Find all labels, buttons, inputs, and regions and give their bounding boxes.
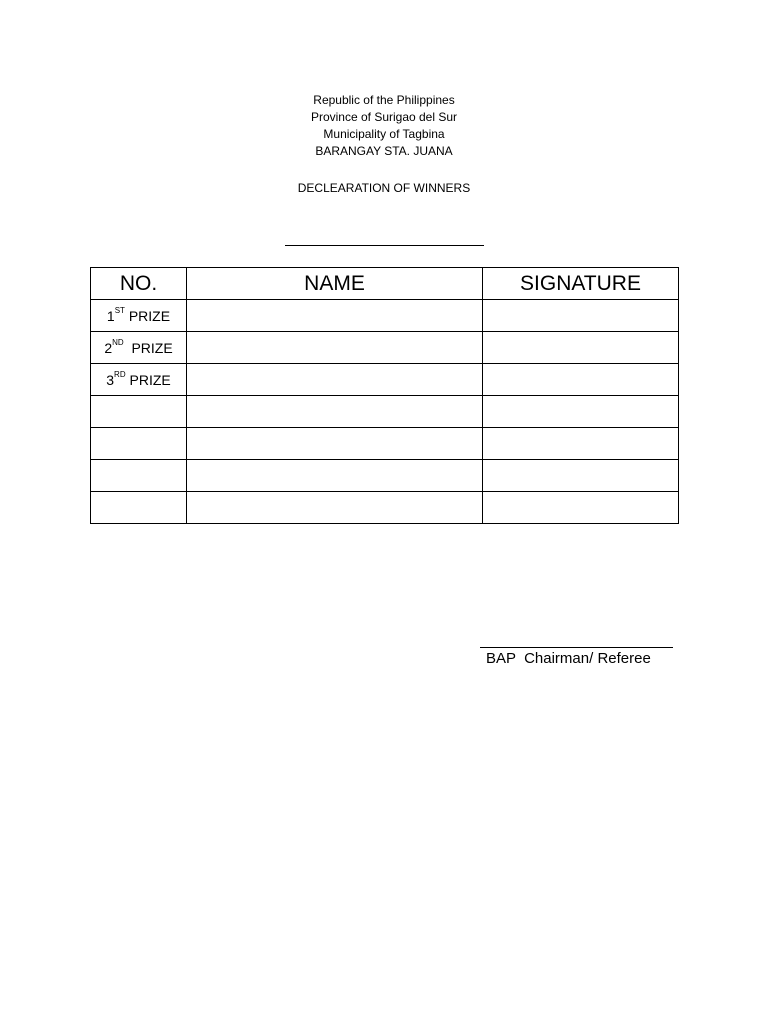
prize-label: PRIZE [124,307,171,324]
signature-cell[interactable] [483,460,679,492]
table-row [91,396,679,428]
signature-line [480,647,673,648]
table-header-row [91,268,679,300]
document-title: DECLEARATION OF WINNERS [297,181,471,195]
prize-label: PRIZE [125,371,171,388]
name-cell[interactable] [187,396,483,428]
document-header [0,92,768,160]
header-country: Republic of the Philippines [313,93,455,107]
column-header-no: NO. [91,268,187,300]
prize-cell [91,332,187,364]
signature-cell[interactable] [483,364,679,396]
prize-ordinal-suffix: ST [114,305,125,315]
table-row [91,300,679,332]
signature-cell[interactable] [483,492,679,524]
header-barangay: BARANGAY STA. JUANA [315,144,453,158]
prize-cell[interactable] [91,492,187,524]
column-header-name: NAME [187,268,483,300]
signature-cell[interactable] [483,332,679,364]
header-municipality: Municipality of Tagbina [323,127,445,141]
name-cell[interactable] [187,300,483,332]
prize-cell[interactable] [91,396,187,428]
name-cell[interactable] [187,332,483,364]
table-row [91,364,679,396]
column-header-signature: SIGNATURE [483,268,679,300]
winners-table [90,267,679,524]
prize-ordinal-suffix: RD [114,369,126,379]
signature-cell[interactable] [483,428,679,460]
prize-number: 2 [104,339,113,356]
signature-cell[interactable] [483,300,679,332]
name-cell[interactable] [187,364,483,396]
event-name-blank-line [285,245,484,246]
prize-ordinal-suffix: ND [112,337,124,347]
table-row [91,492,679,524]
signatory-label: BAP Chairman/ Referee [486,650,651,667]
signature-cell[interactable] [483,396,679,428]
prize-cell [91,300,187,332]
table-row [91,332,679,364]
name-cell[interactable] [187,460,483,492]
prize-cell[interactable] [91,428,187,460]
prize-number: 1 [106,307,115,324]
table-row [91,428,679,460]
name-cell[interactable] [187,428,483,460]
prize-cell[interactable] [91,460,187,492]
prize-label: PRIZE [123,339,173,356]
table-row [91,460,679,492]
prize-cell [91,364,187,396]
name-cell[interactable] [187,492,483,524]
prize-number: 3 [106,371,115,388]
header-province: Province of Surigao del Sur [310,110,458,124]
